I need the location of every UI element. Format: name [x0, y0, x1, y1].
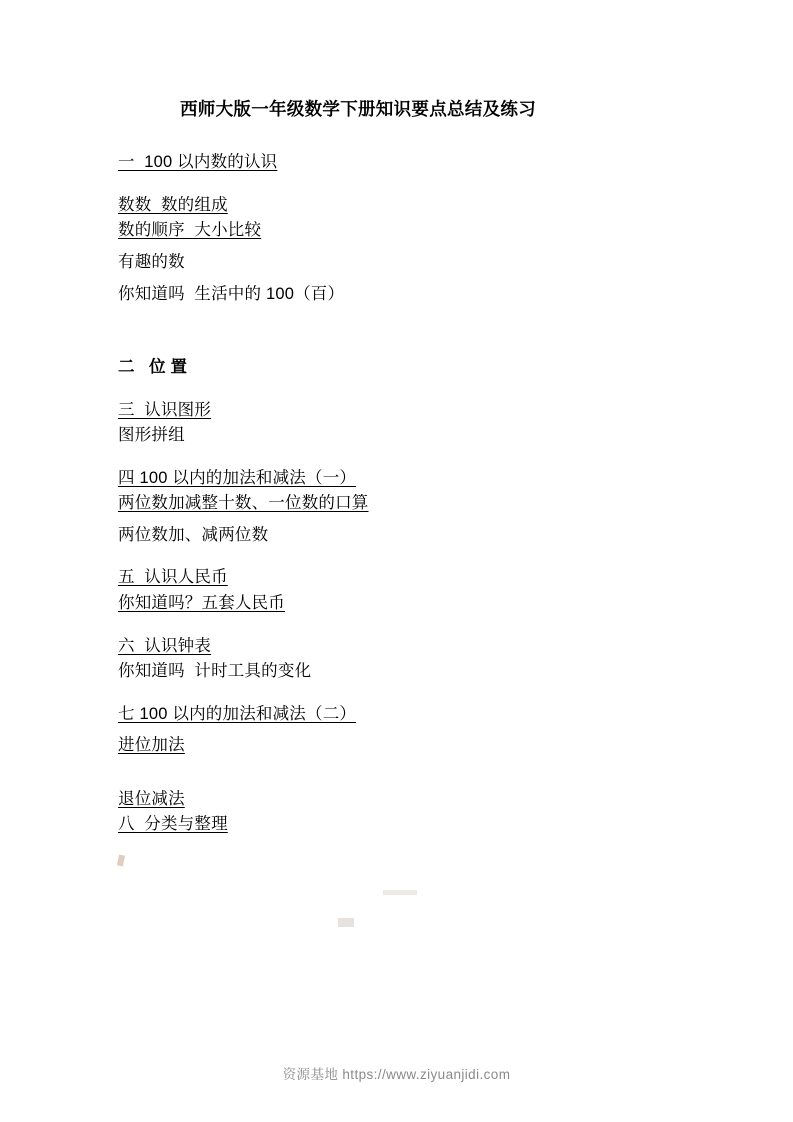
- section-heading-7: 七 100 以内的加法和减法（二）: [118, 704, 357, 723]
- subsection-carry-addition: 进位加法: [118, 736, 185, 755]
- subsection-shape-assembly: 图形拼组: [118, 426, 185, 445]
- section-heading-3: 三 认识图形: [118, 400, 212, 419]
- spacer: [118, 449, 678, 466]
- subsection-two-digit-add-sub: 两位数加、减两位数: [118, 525, 269, 544]
- subsection-timing-tools: 你知道吗 计时工具的变化: [118, 662, 312, 681]
- document-body: [118, 96, 678, 838]
- spacer: [118, 685, 678, 702]
- section-heading-8: 八 分类与整理: [118, 815, 228, 834]
- spacer: [118, 548, 678, 565]
- subsection-five-currency-sets: 你知道吗？五套人民币: [118, 594, 285, 612]
- subsection-do-you-know-100: 你知道吗 生活中的 100（百）: [118, 284, 345, 303]
- subsection-borrow-subtraction: 退位减法: [118, 789, 185, 808]
- subsection-interesting-numbers: 有趣的数: [118, 252, 185, 271]
- section-heading-1: 一 100 以内数的认识: [118, 153, 278, 172]
- subsection-mental-arithmetic: 两位数加减整十数、一位数的口算: [118, 494, 369, 513]
- page-title: 西师大版一年级数学下册知识要点总结及练习: [180, 99, 536, 119]
- scan-artifact: [117, 854, 125, 866]
- section-heading-4: 四 100 以内的加法和减法（一）: [118, 468, 357, 487]
- spacer: [118, 122, 678, 150]
- spacer: [118, 617, 678, 634]
- spacer: [118, 381, 678, 398]
- subsection-count-compose: 数数 数的组成: [118, 195, 228, 214]
- footer-watermark: 资源基地 https://www.ziyuanjidi.com: [282, 1067, 511, 1082]
- spacer: [118, 307, 678, 355]
- section-heading-5: 五 认识人民币: [118, 568, 228, 587]
- scan-artifact: [338, 918, 354, 927]
- scan-artifact: [383, 890, 417, 895]
- spacer: [118, 759, 678, 787]
- section-heading-6: 六 认识钟表: [118, 636, 212, 655]
- section-heading-2: 二 位 置: [118, 358, 188, 377]
- spacer: [118, 176, 678, 193]
- subsection-order-compare: 数的顺序 大小比较: [118, 221, 262, 240]
